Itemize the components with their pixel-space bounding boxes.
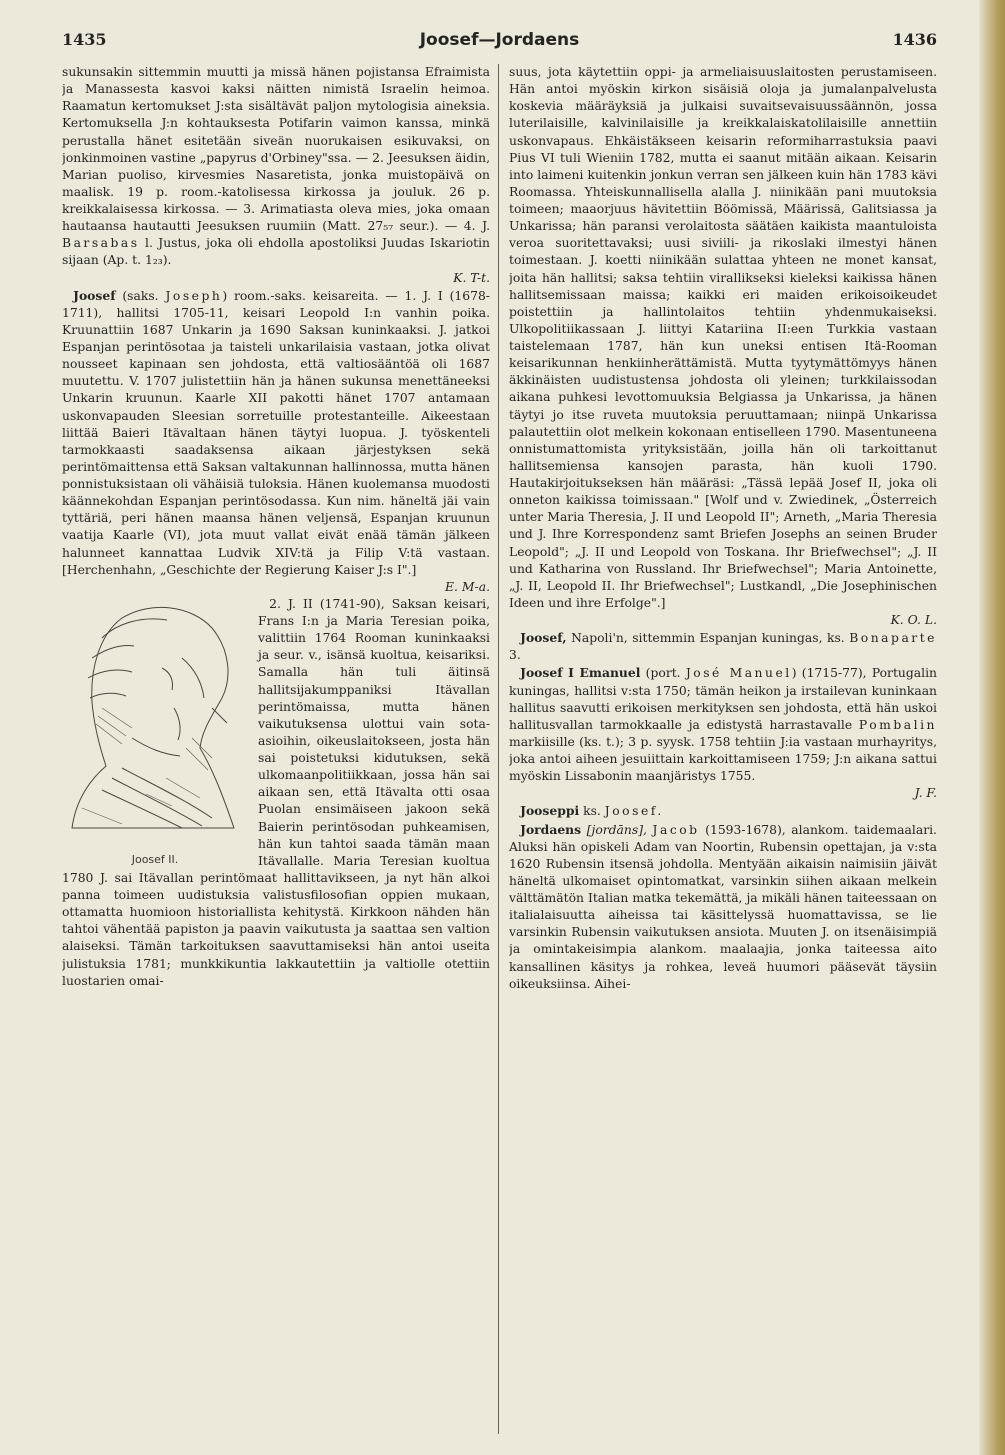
spaced-name: Pombalin — [858, 717, 937, 732]
text: sukunsakin sittemmin muutti ja missä hänen pojistansa Efraimista ja Manassesta kasvoi kaksi näitten nimistä Israelin heimoa. Raamatun kertomukset J:sta sisältävät paljon mytologisia aineksia. Kertomuksella J:n kohtauksesta Potifarin vaimon kanssa, minkä perustalla hänet esitetään siveän nuorukaisen esikuvaksi, on jonkinmoinen vastine „papyrus d'Orbiney"ssa. — 2. Jeesuksen äidin, Marian puoliso, kirvesmies Nasaretista, jonka muistopäivä on maalisk. 19 p. room.-katolisessa kirkossa ja jouluk. 26 p. kreikkalaisessa kirkossa. — 3. Arimatiasta oleva mies, joka omaan hautaansa hautautti Jeesuksen ruumiin (Matt. 27₅₇ seur.). — 4. J. — [62, 65, 490, 234]
page-header — [62, 30, 937, 60]
page-number-left: 1435 — [62, 30, 107, 49]
page-edge-shadow — [979, 0, 1005, 1455]
spaced-name: Bonaparte — [849, 631, 937, 646]
entry-joosef-napoli — [509, 629, 937, 664]
spaced-name: Joosef. — [604, 804, 664, 819]
encyclopedia-page — [62, 30, 937, 1445]
entry-jordaens — [509, 821, 937, 993]
text: l. Justus, joka oli ehdolla apostoliksi Juudas Iskariotin sijaan (Ap. t. 1₂₃). — [62, 236, 490, 268]
author-signature: K. T-t. — [453, 270, 490, 285]
spaced-name: Joseph — [165, 288, 223, 303]
paragraph-joosef-ii-cont: suus, jota käytettiin oppi- ja armeliaisuuslaitosten perustamiseen. Hän antoi myöskin kirkon sisäisiä oloja ja jumalanpalvelusta koskevia määräyksiä ja julkaisi suvaitsevaisuussäännön, jossa luterilaisille, kalvinilaisille ja kreikkalaiskatolilaisille annettiin uskonvapaus. Ehkäistäkseen keisarin reformiharrastuksia paavi Pius VI tuli Wieniin 1782, mutta ei saanut mitään aikaan. Keisarin into laimeni kuitenkin jonkun verran sen jälkeen kuin hän 1783 kävi Roomassa. Yhteiskunnallisella alalla J. niinikään pani muutoksia toimeen; maaorjuus hävitettiin Böömissä, Määrissä, Galitsiassa ja Unkarissa; hän paransi verolaitosta säätäen kaikista maantuloista veroa suoritettavaksi; uusi siviili- ja rikoslaki ilmestyi hänen toimestaan. J. koetti niinikään sulattaa yhteen ne monet kansat, joita hän hallitsi; saksa tehtiin virallikseksi kieleksi kaikissa hänen hallitsemissaan maissa; kaikki eri maiden erikoisoikeudet poistettiin ja hallintolaitos tehtiin yhdenmukaiseksi. Ulkopolitiikassaan J. liittyi Katariina II:een Turkkia vastaan taistelemaan 1787, hän kun uneksi entisen Itä-Rooman keisarikunnan henkiinherättämistä. Mutta tyytymättömyys hänen äkkinäisten uudistustensa johdosta oli yleinen; turkkilaissodan aikana puhkesi levottomuuksia Belgiassa ja Unkarissa, ja hänen täytyi jo itse ruveta muutoksia peruuttamaan; niinpä Unkarissa palautettiin olot melkein kokonaan entiselleen 1790. Masentuneena onnistumattomista yrityksistään, joilla hän oli tarkoittanut hallitsemiensa kansojen parasta, hän kuoli 1790. Hautakirjoitukseksen hän määräsi: „Tässä lepää Josef II, joka oli onneton kaikissa toimissaan." [Wolf und v. Zwiedinek, „Österreich unter Maria Theresia, J. II und Leopold II"; Arneth, „Maria Theresia und J. Ihre Korrespondenz samt Briefen Josephs an seinen Bruder Leopold"; „J. II und Leopold von Toskana. Ihr Briefwechsel"; „J. II und Katharina von Russland. Ihr Briefwechsel"; Maria Antoinette, „J. II, Leopold II. Ihr Briefwechsel"; Lustkandl, „Die Josephinischen Ideen und ihre Erfolge".] — [509, 65, 937, 610]
right-column — [509, 64, 937, 1439]
author-signature: K. O. L. — [890, 613, 937, 627]
spaced-name: Barsabas — [62, 236, 140, 251]
text: (1593-1678), alankom. taidemaalari. Aluksi hän opiskeli Adam van Noortin, Rubensin opettajan, ja v:sta 1620 Rubensin itsensä johdolla. Mentyään aikaisin naimisiin jäivät häneltä ulkomaiset opintomatkat, varsinkin siihen aikaan melkein välttämätön Italian matka tekemättä, ja mikäli hänen taiteessaan on italialaisuutta aiheissa tai käsittelyssä huomattavissa, se lie varsinkin Rubensin vaikutuksen ansiota. Muuten J. on itsenäisimpiä ja omintakeisimpia alankom. maalaajia, jonka taiteessa aito kansallinen käsitys ja rohkea, leveä huumori pääsevät täysiin oikeuksiinsa. Aihei- — [509, 822, 937, 991]
page-number-right: 1436 — [892, 30, 937, 49]
running-head: Joosef—Jordaens — [419, 30, 580, 50]
left-column — [62, 64, 490, 1439]
text: (saks. — [122, 288, 159, 303]
entry-joosef-ii: 2. J. II (1741-90), Saksan keisari, Frans I:n ja Maria Teresian poika, valittiin 1764 Rooman kuninkaaksi ja seur. v., isänsä kuoltua, keisariksi. Samalla hän tuli äitinsä hallitsijakumppaniksi Itävallan perintömaissa, mutta hänen vaikutuksensa ulottui vain sota-asioihin, oikeuslaitokseen, josta hän sai poistetuksi kidutuksen, sekä ulkomaanpolitiikkaan, jossa hän sai aikaan sen, että Itävalta otti osaa Puolan ensimäiseen jakoon sekä Baierin perintösodan puhkeamisen, hän kun tahtoi saada tämän maan Itävallalle. Maria Teresian kuoltua 1780 J. sai Itävallan perintömaat hallittavikseen, ja nyt hän alkoi panna toimeen uudistuksia valistusfilosofian oppien mukaan, ottamatta huomioon historiallista kehitystä. Kirkkoon nähden hän tahtoi vähentää papiston ja paavin vaikutusta ja saattaa sen valtion alaiseksi. Tämän tarkoituksen saavuttamiseksi hän antoi useita julistuksia 1781; munkkikuntia lakkautettiin ja valtiolle otettiin luostarien omai- — [62, 596, 490, 988]
column-divider — [498, 64, 499, 1434]
author-signature: E. M-a. — [445, 579, 490, 594]
entry-jooseppi — [509, 802, 937, 820]
paragraph-joosef-biblical — [62, 64, 490, 270]
text: 3. — [509, 648, 521, 663]
spaced-name: Jacob — [652, 822, 700, 837]
text: (port. — [645, 666, 681, 681]
text: markiisille (ks. t.); 3 p. syysk. 1758 tehtiin J:ia vastaan murhayritys, joka antoi aiheen jesuiittain karkoittamiseen 1759; J:n aikana sattui myöskin Lissabonin maanjäristys 1755. — [509, 734, 937, 784]
text: ) (1715-77), Portugalin kuningas, hallitsi v:sta 1750; tämän heikon ja irstailevan kuninkaan hallitus saavutti erikoisen merkityksen sen johdosta, että hän uskoi hallitusvallan tarmokkaalle ja edistystä harrastavalle — [509, 666, 937, 732]
spaced-name: José Manuel — [685, 666, 792, 681]
entry-headword: Joosef — [73, 287, 116, 303]
portrait-engraving-icon — [62, 598, 248, 850]
pronunciation: [jordāns], — [586, 822, 647, 837]
author-signature: J. F. — [914, 786, 937, 801]
portrait-figure — [62, 598, 248, 868]
entry-headword: Jooseppi — [520, 803, 580, 819]
entry-joosef-emperors — [62, 287, 490, 579]
entry-headword: Joosef I Emanuel — [520, 665, 641, 681]
figure-caption: Joosef II. — [131, 852, 179, 866]
text: ks. — [583, 804, 601, 819]
text: Napoli'n, sittemmin Espanjan kuningas, ks. — [571, 631, 845, 646]
entry-headword: Jordaens — [520, 821, 582, 837]
entry-headword: Joosef, — [520, 630, 567, 646]
entry-joosef-emanuel — [509, 664, 937, 785]
text: ) room.-saks. keisareita. — 1. J. I (1678-1711), hallitsi 1705-11, keisari Leopold I:n vanhin poika. Kruunattiin 1687 Unkarin ja 1690 Saksan kuninkaaksi. J. jatkoi Espanjan perintösotaa ja taisteli unkarilaisia vastaan, jotka olivat nousseet kapinaan sen johdosta, että valtiosääntöä oli 1687 muutettu. V. 1707 julistettiin hän ja hänen sukunsa menettäneeksi Unkarin kruunun. Kaarle XII pakotti hänet 1707 antamaan uskonvapauden Sleesian sorretuille protestanteille. Aikeestaan liittää Baieri Itävaltaan hänen täytyi luopua. J. työskenteli tarmokkaasti saadaksensa aikaan järjestyksen sekä perintömaittensa että Saksan valtakunnan hallinnossa, mutta hänen ponnistuksistaan oli vähäisiä tuloksia. Hänen kuolemansa muodosti käännekohdan Espanjan perintösodassa. Kun nim. häneltä jäi vain tyttäriä, peri hänen maansa hänen veljensä, Espanjan kruunun vaatija Kaarle (VI), jota muut vallat eivät enää tämän jälkeen halunneet kannattaa Ludvik XIV:tä ja Filip V:tä vastaan. [Herchenhahn, „Geschichte der Regierung Kaiser J:s I".] — [62, 288, 490, 577]
